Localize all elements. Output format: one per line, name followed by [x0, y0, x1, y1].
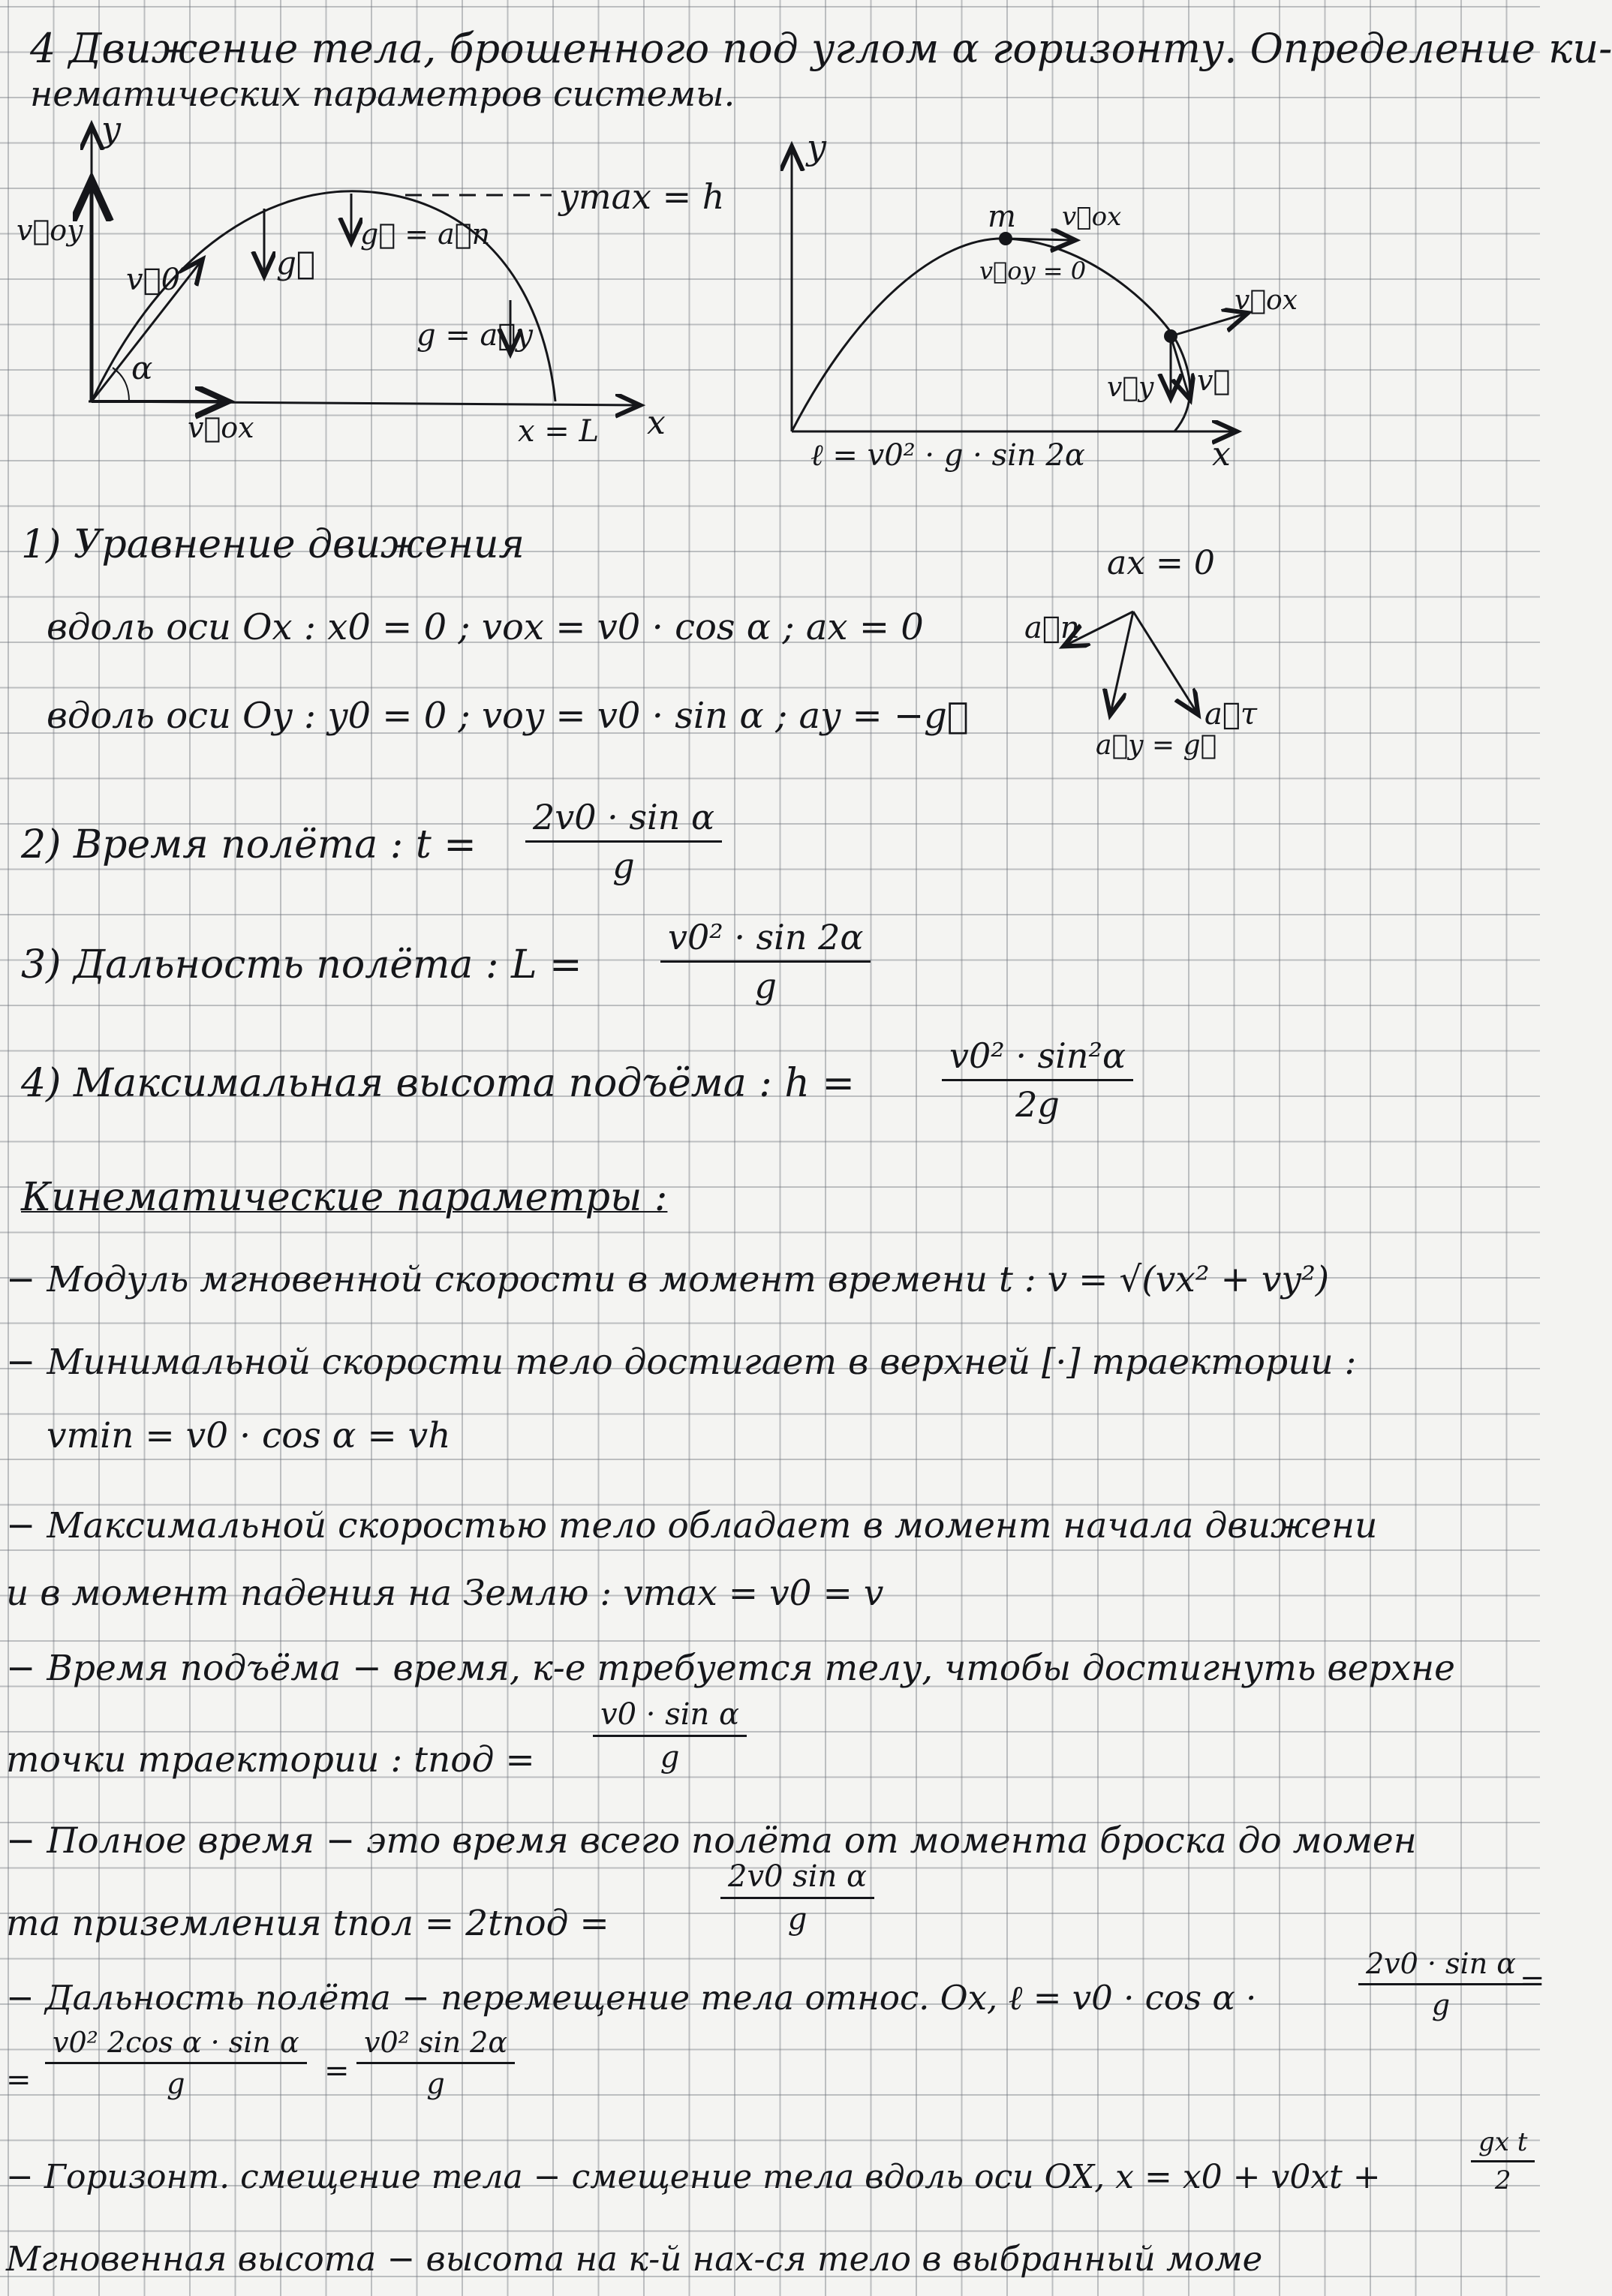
fig1-x-label: x: [647, 404, 666, 442]
eq3-fraction: [660, 917, 871, 1006]
param-4-numerator: v0 · sin α: [593, 1697, 747, 1737]
param-5-fraction: [720, 1859, 874, 1937]
param-5-denominator: g: [787, 1902, 808, 1937]
fig2-voy0-label: v⃗oy = 0: [979, 257, 1087, 285]
eq2-fraction: [525, 797, 722, 886]
fig2-x-label: x: [1212, 435, 1231, 473]
at-label: a⃗τ: [1204, 697, 1257, 732]
kinematic-title: Кинематические параметры :: [21, 1175, 668, 1220]
fig2-vox-top-label: v⃗ox: [1062, 202, 1122, 232]
trajectory-figure-left: [0, 109, 725, 473]
at-vector: [1133, 612, 1197, 713]
param-3: − Максимальной скоростью тело обладает в момент начала движени: [6, 1505, 1378, 1546]
eq4-label: 4) Максимальная высота подъёма : h =: [21, 1061, 855, 1106]
param-4-denominator: g: [660, 1740, 680, 1775]
param-6-numerator: 2v0 · sin α: [1358, 1947, 1523, 1985]
eq2-label: 2) Время полёта : t =: [21, 822, 477, 867]
param-4-cont: точки траектории : tпод =: [6, 1739, 535, 1781]
eq1-ox: вдоль оси Ox : x0 = 0 ; vox = v0 · cos α ; ax = 0: [47, 606, 924, 648]
fig2-vox-right-label: v⃗ox: [1235, 285, 1298, 316]
fig1-vox-label: v⃗ox: [188, 411, 254, 444]
eq1-title: 1) Уравнение движения: [21, 522, 525, 567]
param-5: − Полное время − это время всего полёта от момента броска до момен: [6, 1820, 1417, 1862]
vox-right-vector: [1171, 314, 1246, 336]
param-6b-denominator-2: g: [426, 2067, 445, 2100]
ax0-label: ax = 0: [1107, 544, 1215, 582]
fig1-ymax-label: ymax = h: [559, 176, 725, 217]
param-3-cont: и в момент падения на Землю : vmax = v0 = v: [6, 1573, 884, 1614]
fig2-y-label: y: [807, 127, 826, 167]
fig2-vy-label: v⃗y: [1107, 372, 1154, 403]
acceleration-figure: [1024, 533, 1283, 780]
fig2-formula: ℓ = v0² · g · sin 2α: [811, 438, 1085, 473]
param-7-numerator: gx t: [1471, 2127, 1535, 2162]
fig2-m-label: m: [988, 200, 1016, 234]
fig1-g-an-label: g⃗ = a⃗n: [360, 218, 491, 251]
param-5-numerator: 2v0 sin α: [720, 1859, 874, 1899]
eq4-denominator: 2g: [1015, 1084, 1060, 1125]
ay-label: a⃗y = g⃗: [1096, 730, 1217, 761]
param-7: − Горизонт. смещение тела − смещение тела вдоль оси OX, x = x0 + v0xt +: [6, 2158, 1381, 2196]
param-4: − Время подъёма − время, к-е требуется телу, чтобы достигнуть верхне: [6, 1648, 1455, 1689]
title-line-2: нематических параметров системы.: [30, 74, 735, 114]
param-7-fraction: [1471, 2127, 1535, 2195]
param-6b-numerator-1: v0² 2cos α · sin α: [45, 2026, 307, 2064]
vox-top-vector: [1006, 239, 1073, 240]
param-8: Мгновенная высота − высота на к-й нах-ся тело в выбранный моме: [6, 2239, 1263, 2279]
ay-vector: [1111, 612, 1133, 713]
eq3-numerator: v0² · sin 2α: [660, 917, 871, 963]
eq2-denominator: g: [612, 846, 635, 886]
param-6: − Дальность полёта − перемещение тела относ. Ox, ℓ = v0 · cos α ·: [6, 1978, 1257, 2018]
fig1-v0-label: v⃗0: [126, 263, 181, 297]
fig1-voy-label: v⃗oy: [17, 214, 83, 247]
param-2: − Минимальной скорости тело достигает в верхней [·] траектории :: [6, 1342, 1357, 1383]
param-6b-denominator-1: g: [167, 2067, 185, 2100]
fig1-y-label: y: [101, 109, 121, 149]
param-6-fraction: [1358, 1947, 1523, 2021]
param-2-formula: vmin = v0 · cos α = vh: [47, 1415, 451, 1456]
fig2-v-label: v⃗: [1197, 364, 1231, 397]
title-line-1: 4 Движение тела, брошенного под углом ɑ горизонту. Определение ки-: [30, 25, 1612, 72]
param-6b-equals: =: [6, 2063, 32, 2097]
eq2-numerator: 2v0 · sin α: [525, 797, 722, 843]
param-6-denominator: g: [1431, 1988, 1451, 2021]
eq3-denominator: g: [754, 966, 777, 1006]
param-6b-fraction-2: [356, 2026, 515, 2100]
param-6b-equals-2: =: [324, 2054, 350, 2088]
eq3-label: 3) Дальность полёта : L =: [21, 942, 582, 987]
eq1-oy: вдоль оси Oy : y0 = 0 ; voy = v0 · sin α ; ay = −g⃗: [47, 695, 969, 737]
param-6b-fraction-1: [45, 2026, 307, 2100]
param-1: − Модуль мгновенной скорости в момент времени t : v = √(vx² + vy²): [6, 1259, 1330, 1300]
fig1-g-label: g⃗: [276, 245, 316, 281]
eq4-fraction: [942, 1035, 1133, 1125]
fig1-xL-label: x = L: [518, 414, 600, 449]
an-label: a⃗n: [1024, 611, 1080, 645]
param-6-equals: =: [1520, 1964, 1545, 1998]
fig1-alpha-label: α: [131, 350, 153, 386]
param-7-denominator: 2: [1494, 2165, 1511, 2195]
trajectory-figure-right: [765, 113, 1306, 473]
eq4-numerator: v0² · sin²α: [942, 1035, 1133, 1081]
param-5-cont: та приземления tпол = 2tпод =: [6, 1903, 609, 1944]
param-6b-numerator-2: v0² sin 2α: [356, 2026, 515, 2064]
param-4-fraction: [593, 1697, 747, 1775]
fig1-g-ay-label: g = a⃗y: [417, 318, 533, 353]
